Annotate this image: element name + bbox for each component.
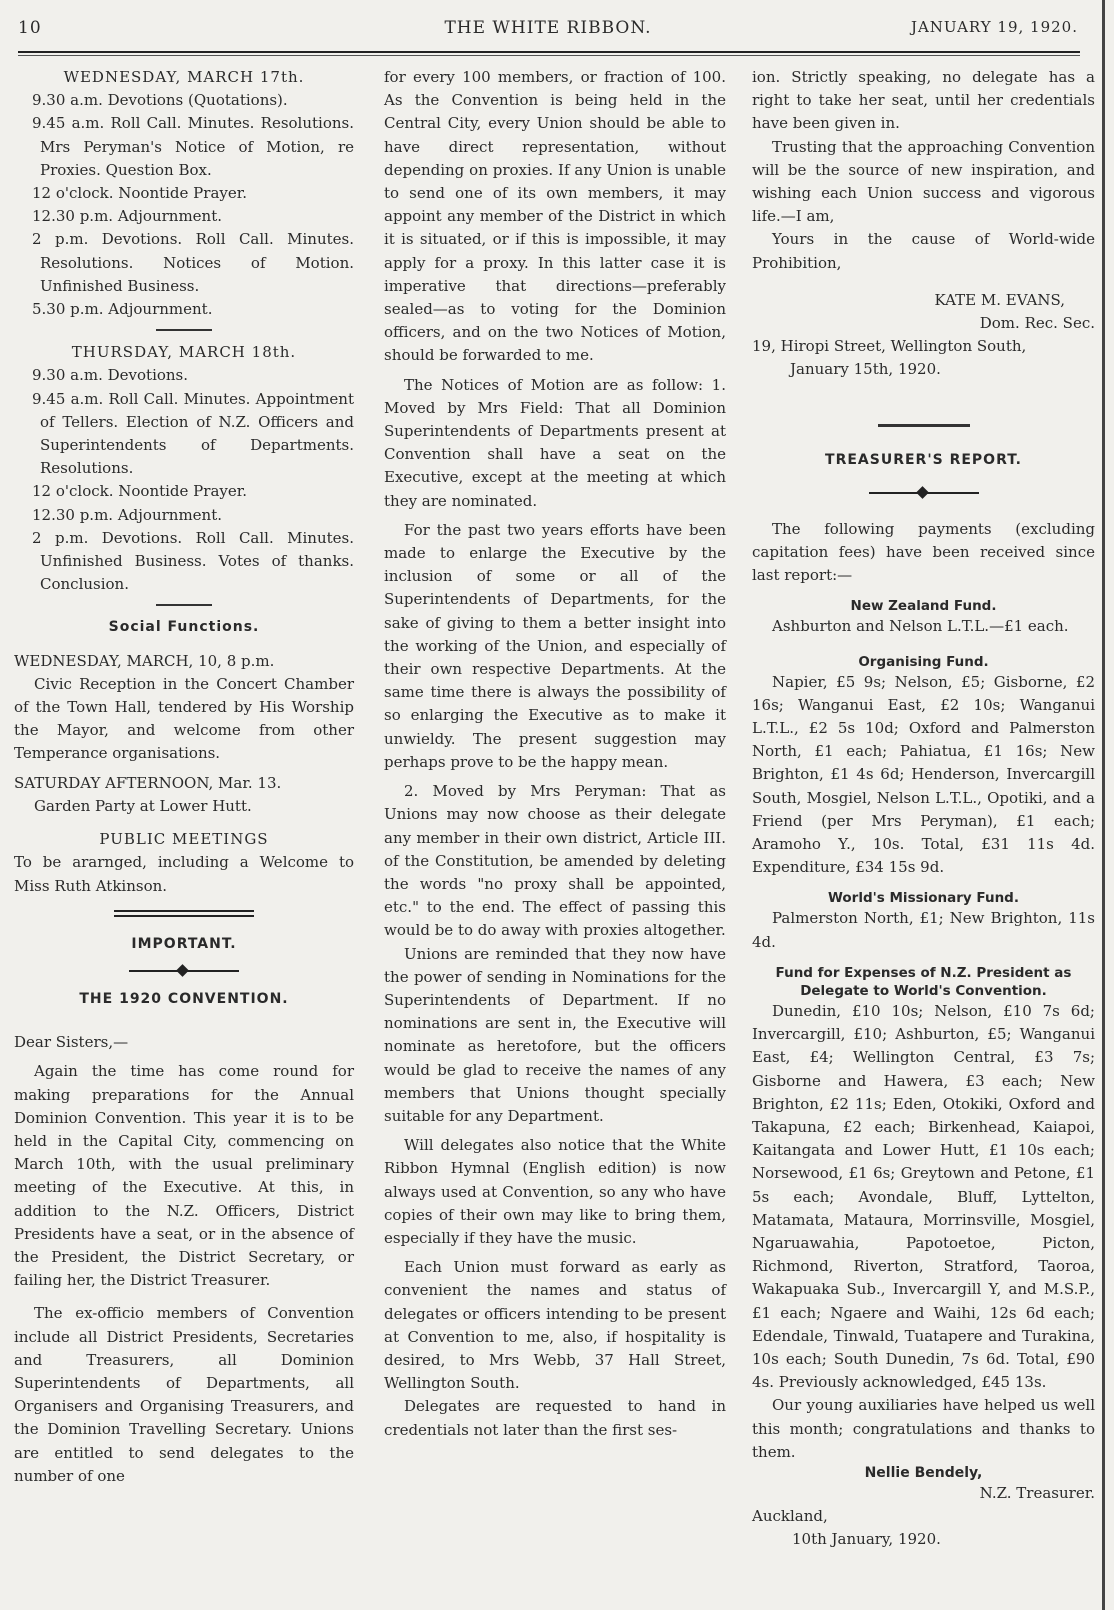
masthead-rule <box>18 51 1080 53</box>
letter-paragraph: ion. Strictly speaking, no delegate has a right to take her seat, until her credentials have been given in. <box>752 68 1095 133</box>
schedule-item: 5.30 p.m. Adjournment. <box>32 300 213 319</box>
schedule-item: 9.45 a.m. Roll Call. Minutes. Appointment of Tellers. Election of N.Z. Officers and Superintendents of Departments. Resolutions. <box>32 389 354 478</box>
column-1 <box>14 66 354 1488</box>
convention-heading: THE 1920 CONVENTION. <box>79 990 289 1007</box>
diamond-divider <box>129 966 239 976</box>
thursday-heading: THURSDAY, MARCH 18th. <box>71 343 297 362</box>
letter-paragraph: Trusting that the approaching Convention will be the source of new inspiration, and wishing each Union success and vigorous life.—I am, <box>752 137 1095 226</box>
section-divider <box>156 329 212 331</box>
report-intro: The following payments (excluding capitation fees) have been received since last report:— <box>752 519 1095 585</box>
schedule-item: 9.30 a.m. Devotions (Quotations). <box>32 91 288 110</box>
nz-fund-heading: New Zealand Fund. <box>850 598 997 615</box>
social-wednesday-heading: WEDNESDAY, MARCH, 10, 8 p.m. <box>14 651 275 670</box>
treasurer-name: Nellie Bendely, <box>864 1464 983 1481</box>
letter-paragraph: Each Union must forward as early as convenient the names and status of delegates or officers intending to be present at Convention to me, also, if hospitality is desired, to Mrs Webb, 37 Hall Street, Wellington South. <box>384 1258 726 1393</box>
report-place: Auckland, <box>752 1507 828 1526</box>
schedule-item: 12.30 p.m. Adjournment. <box>32 505 223 524</box>
report-closing: Our young auxiliaries have helped us well this month; congratulations and thanks to them. <box>752 1396 1095 1461</box>
letter-closing: Yours in the cause of World-wide Prohibition, <box>752 230 1095 272</box>
schedule-item: 2 p.m. Devotions. Roll Call. Minutes. Resolutions. Notices of Motion. Unfinished Business. <box>32 230 354 295</box>
schedule-item: 2 p.m. Devotions. Roll Call. Minutes. Unfinished Business. Votes of thanks. Conclusion. <box>32 528 354 594</box>
organising-fund-heading: Organising Fund. <box>858 653 989 670</box>
missionary-fund-text: Palmerston North, £1; New Brighton, 11s 4d. <box>752 909 1095 951</box>
letter-paragraph: Will delegates also notice that the White Ribbon Hymnal (English edition) is now always used at Convention, so any who have copies of their own may like to bring them, especially if they have the music. <box>384 1136 726 1247</box>
diamond-divider <box>869 488 979 498</box>
section-divider <box>156 604 212 606</box>
nz-fund-text: Ashburton and Nelson L.T.L.—£1 each. <box>772 617 1069 636</box>
section-divider <box>878 424 970 427</box>
masthead <box>18 18 1078 42</box>
expenses-fund-text: Dunedin, £10 10s; Nelson, £10 7s 6d; Invercargill, £10; Ashburton, £5; Wanganui East, £4; Wellington Central, £3 7s; Gisborne and Hawera, £3 each; New Brighton, £2 11s; Eden, Otokiki, Oxford and Takapuna, £2 each; Birkenhead, Kaiapoi, Kaitangata and Lower Hutt, £1 10s each; Norsewood, £1 6s; Greytown and Petone, £1 5s each; Avondale, Bluff, Lyttelton, Matamata, Mataura, Morrinsville, Mosgiel, Ngaruawahia, Papotoetoe, Picton, Richmond, Riverton, Stratford, Taoroa, Wakapuaka Sub., Invercargill Y, and M.S.P., £1 each; Ngaere and Waihi, 12s 6d each; Edendale, Tinwald, Tuatapere and Turakina, 10s each; South Dunedin, 7s 6d. Total, £90 4s. Previously acknowledged, £45 13s. <box>752 1001 1095 1392</box>
public-meetings-text: To be ararnged, including a Welcome to Miss Ruth Atkinson. <box>14 853 354 895</box>
letter-paragraph: Again the time has come round for making preparations for the Annual Dominion Convention. This year it is to be held in the Capital City, commencing on March 10th, with the usual preliminary meeting of the Executive. At this, in addition to the N.Z. Officers, District Presidents have a seat, or in the absence of the President, the District Secretary, or failing her, the District Treasurer. <box>14 1062 354 1290</box>
letter-paragraph: Delegates are requested to hand in credentials not later than the first ses- <box>384 1397 726 1439</box>
organising-fund-text: Napier, £5 9s; Nelson, £5; Gisborne, £2 16s; Wanganui East, £2 10s; Wanganui L.T.L., £2 5s 10d; Oxford and Palmerston North, £1 each; Pahiatua, £1 16s; New Brighton, £1 4s 6d; Henderson, Invercargill South, Mosgiel, Nelson L.T.L., Opotiki, and a Friend (per Mrs Peryman), £1 each; Aramoho Y., 10s. Total, £31 11s 4d. Expenditure, £34 15s 9d. <box>752 672 1095 877</box>
schedule-item: 12 o'clock. Noontide Prayer. <box>32 184 248 203</box>
masthead-rule-thin <box>18 55 1080 56</box>
expenses-fund-heading: Fund for Expenses of N.Z. President as Delegate to World's Convention. <box>775 964 1072 999</box>
letter-signer-title: Dom. Rec. Sec. <box>979 314 1095 333</box>
letter-paragraph: The ex-officio members of Convention include all District Presidents, Secretaries and Treasurers, all Dominion Superintendents of Departments, all Organisers and Organising Treasurers, and the Dominion Travelling Secretary. Unions are entitled to send delegates to the number of one <box>14 1304 354 1485</box>
letter-address: 19, Hiropi Street, Wellington South, <box>752 337 1027 356</box>
important-heading: IMPORTANT. <box>131 935 237 952</box>
letter-date: January 15th, 1920. <box>790 360 941 379</box>
schedule-item: 9.45 a.m. Roll Call. Minutes. Resolutions. Mrs Peryman's Notice of Motion, re Proxies. Question Box. <box>32 114 354 179</box>
publication-title: THE WHITE RIBBON. <box>444 18 652 38</box>
letter-paragraph: Unions are reminded that they now have the power of sending in Nominations for the Superintendents of Department. If no nominations are sent in, the Executive will nominate as heretofore, but the officers would be glad to receive the names of any members that Unions thought specially suitable for any Department. <box>384 944 726 1125</box>
schedule-item: 9.30 a.m. Devotions. <box>32 366 189 385</box>
letter-paragraph: 2. Moved by Mrs Peryman: That as Unions may now choose as their delegate any member in their own district, Article III. of the Constitution, be amended by deleting the words "no proxy shall be appointed, etc." to the end. The effect of passing this would be to do away with proxies altogether. <box>384 782 726 940</box>
schedule-item: 12.30 p.m. Adjournment. <box>32 207 223 226</box>
wednesday-heading: WEDNESDAY, MARCH 17th. <box>63 68 305 86</box>
treasurer-report-heading: TREASURER'S REPORT. <box>825 451 1022 468</box>
report-date: 10th January, 1920. <box>792 1530 941 1549</box>
letter-paragraph: The Notices of Motion are as follow: 1. Moved by Mrs Field: That all Dominion Superintendents of Departments present at Convention shall have a seat on the Executive, except at the meeting at which they are nominated. <box>384 375 726 510</box>
missionary-fund-heading: World's Missionary Fund. <box>828 890 1019 907</box>
treasurer-title: N.Z. Treasurer. <box>979 1483 1095 1502</box>
column-3 <box>752 66 1095 1552</box>
social-saturday-text: Garden Party at Lower Hutt. <box>34 796 252 815</box>
social-functions-heading: Social Functions. <box>108 619 260 636</box>
letter-salutation: Dear Sisters,— <box>14 1033 129 1052</box>
social-wednesday-text: Civic Reception in the Concert Chamber of the Town Hall, tendered by His Worship the Mayor, and welcome from other Temperance organisations. <box>14 674 354 763</box>
page-number: 10 <box>18 18 42 38</box>
letter-signer: KATE M. EVANS, <box>934 290 1065 309</box>
social-saturday-heading: SATURDAY AFTERNOON, Mar. 13. <box>14 773 282 792</box>
public-meetings-heading: PUBLIC MEETINGS <box>99 830 269 849</box>
page-edge <box>1102 0 1105 1610</box>
letter-paragraph: For the past two years efforts have been made to enlarge the Executive by the inclusion of some or all of the Superintendents of Departments, for the sake of giving to them a better insight into the working of the Union, and especially of their own respective Departments. At the same time there is always the possibility of so enlarging the Executive as to make it unwieldy. The present suggestion may perhaps prove to be the happy mean. <box>384 520 726 771</box>
column-2 <box>384 66 726 1442</box>
schedule-item: 12 o'clock. Noontide Prayer. <box>32 482 248 501</box>
double-rule <box>114 910 254 917</box>
letter-paragraph: for every 100 members, or fraction of 100. As the Convention is being held in the Central City, every Union should be able to have direct representation, without depending on proxies. If any Union is unable to send one of its own members, it may appoint any member of the District in which it is situated, or if this is impossible, it may apply for a proxy. In this latter case it is imperative that directions—preferably sealed—as to voting for the Dominion officers, and on the two Notices of Motion, should be forwarded to me. <box>384 68 726 365</box>
issue-date: JANUARY 19, 1920. <box>910 18 1078 36</box>
